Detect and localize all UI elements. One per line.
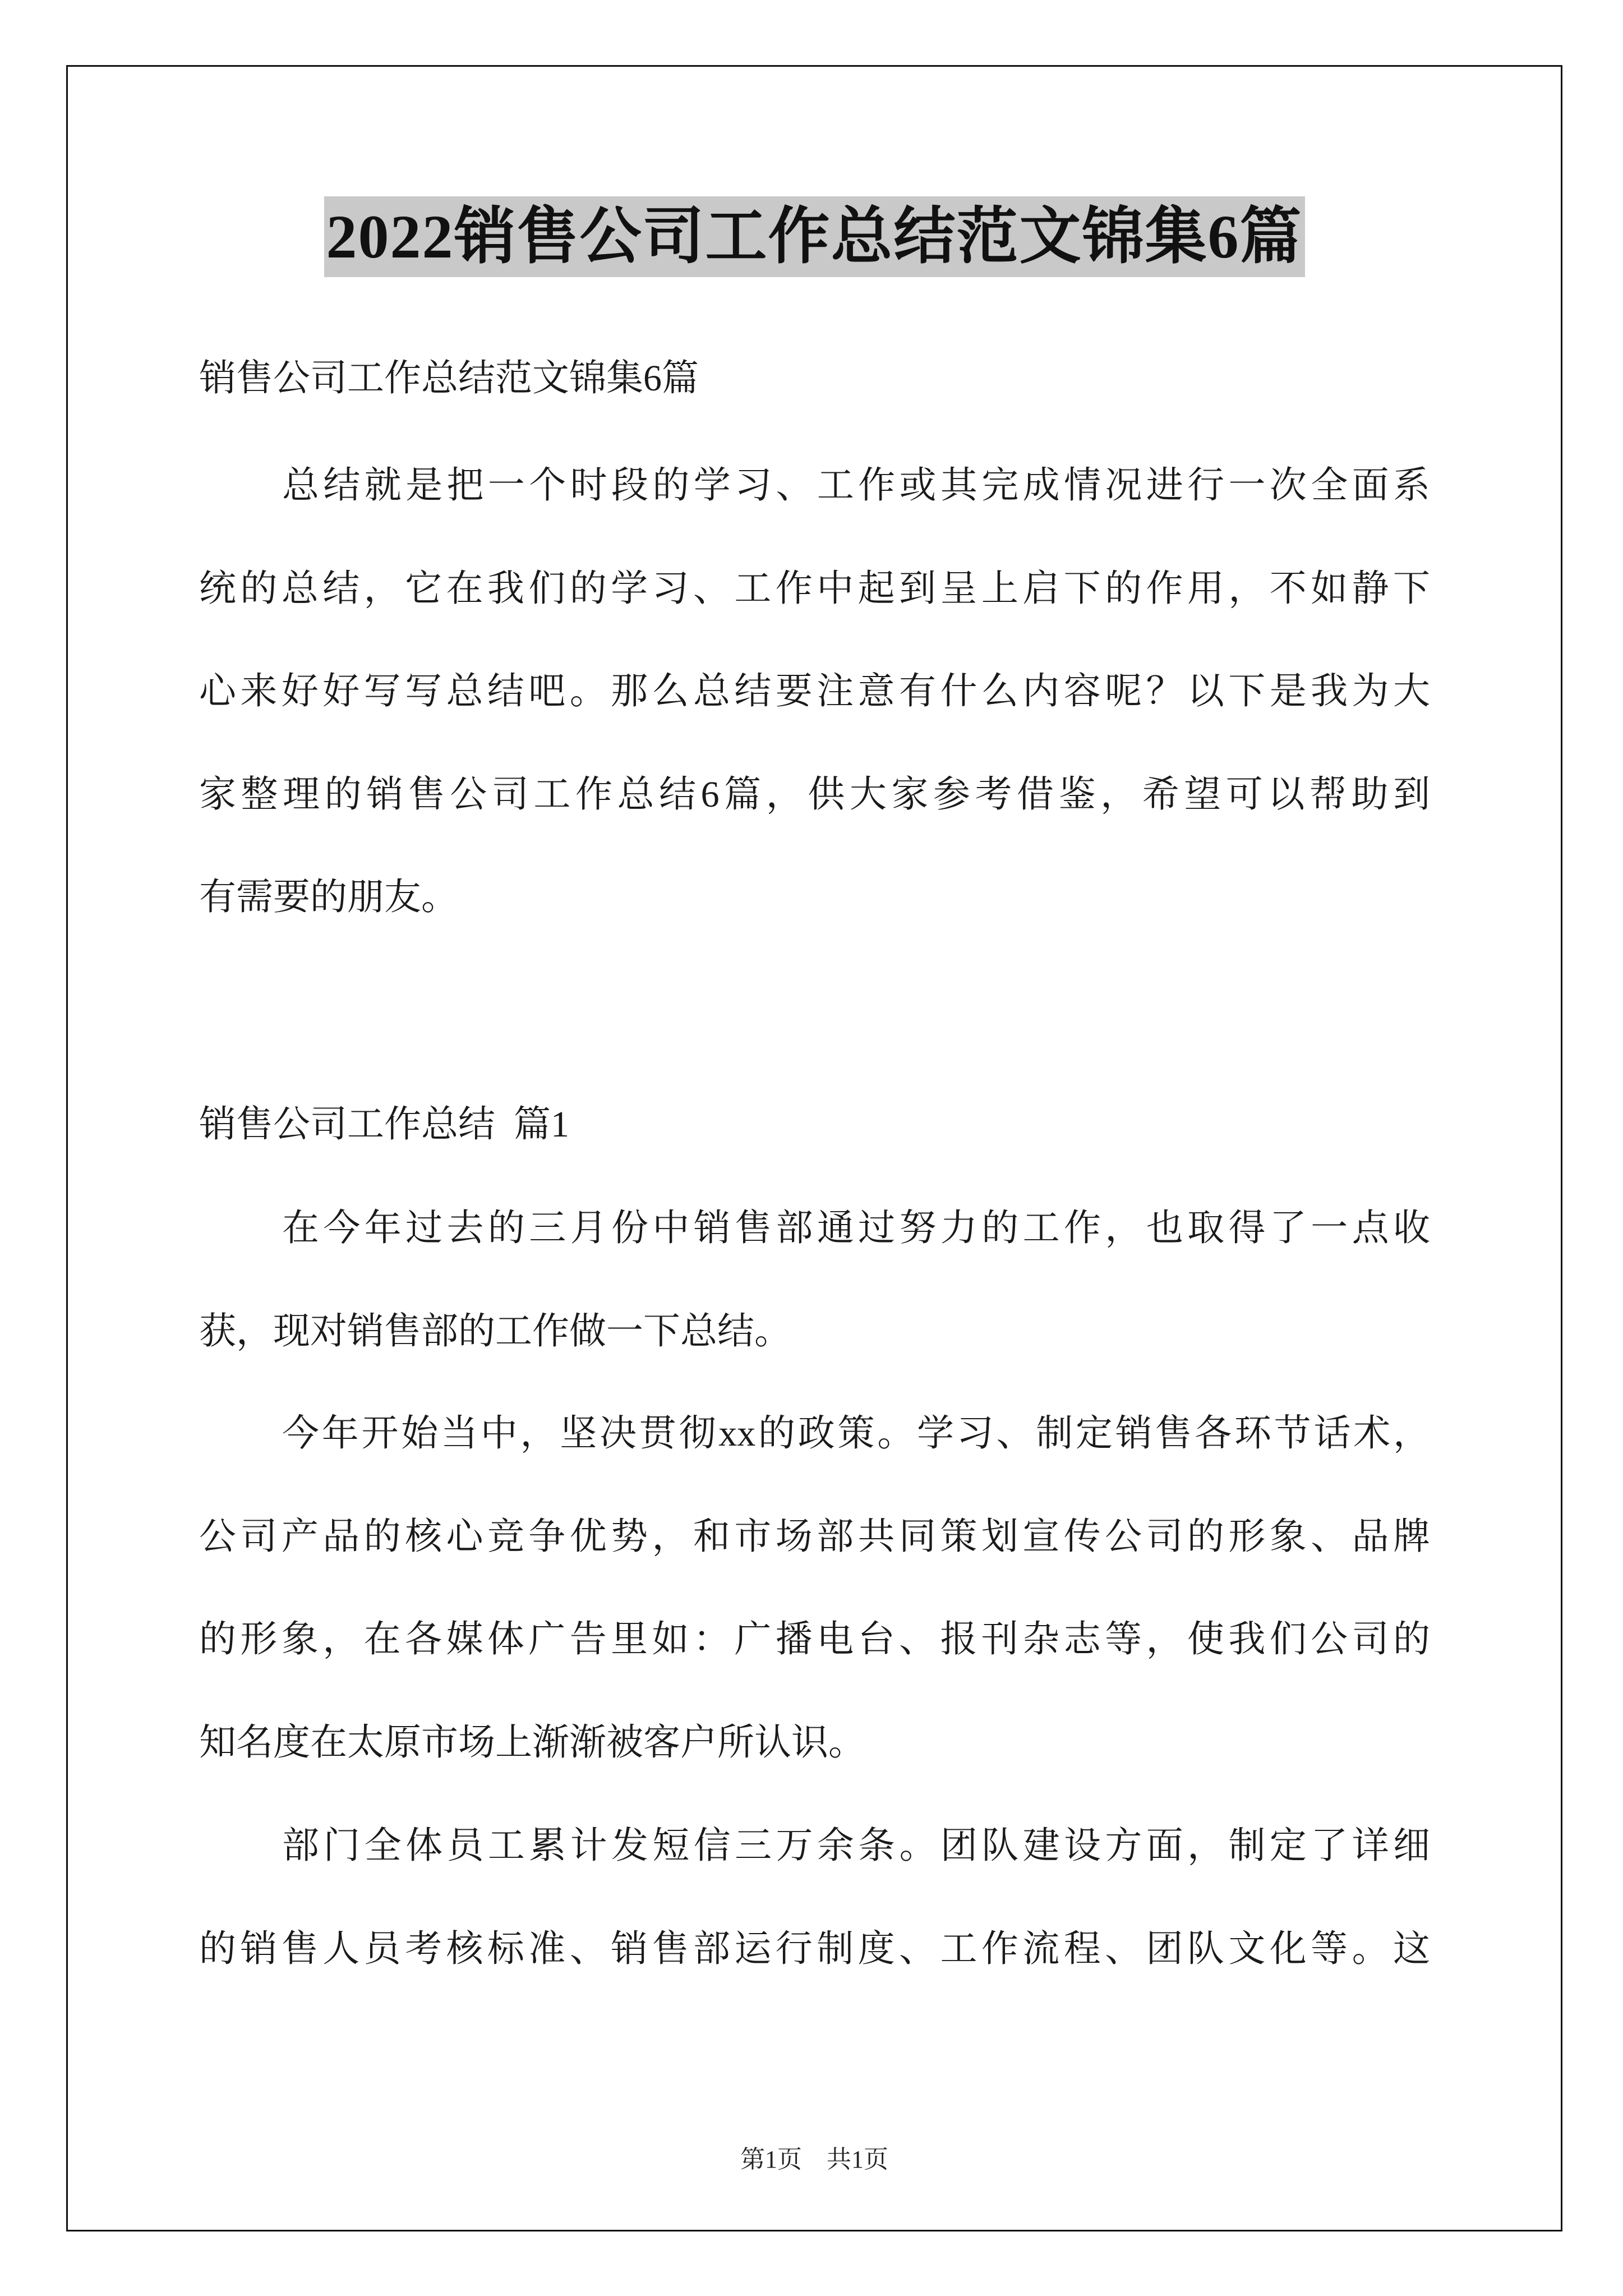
paragraph-line: 今年开始当中，坚决贯彻xx的政策。学习、制定销售各环节话术， — [282, 1413, 1430, 1454]
paragraph-line: 总结就是把一个时段的学习、工作或其完成情况进行一次全面系 — [282, 465, 1430, 506]
paragraph-line: 统的总结，它在我们的学习、工作中起到呈上启下的作用，不如静下 — [199, 568, 1430, 609]
intro-paragraph — [199, 461, 1430, 976]
paragraph-line: 部门全体员工累计发短信三万余条。团队建设方面，制定了详细 — [282, 1825, 1430, 1866]
paragraph-line: 心来好好写写总结吧。那么总结要注意有什么内容呢？以下是我为大 — [199, 671, 1430, 712]
paragraph-line: 获，现对销售部的工作做一下总结。 — [199, 1310, 791, 1352]
paragraph-line: 知名度在太原市场上渐渐被客户所认识。 — [199, 1722, 865, 1763]
document-subtitle: 销售公司工作总结范文锦集6篇 — [199, 358, 699, 399]
paragraph-line: 家整理的销售公司工作总结6篇，供大家参考借鉴，希望可以帮助到 — [199, 774, 1430, 815]
paragraph-line: 的形象，在各媒体广告里如：广播电台、报刊杂志等，使我们公司的 — [199, 1619, 1430, 1660]
paragraph-line: 有需要的朋友。 — [199, 877, 458, 918]
section-paragraph — [199, 1821, 1430, 2027]
section-heading: 销售公司工作总结 篇1 — [199, 1104, 569, 1145]
section-paragraph — [199, 1409, 1430, 1820]
document-title: 2022销售公司工作总结范文锦集6篇 — [324, 196, 1305, 277]
section-paragraph — [199, 1203, 1430, 1409]
paragraph-line: 的销售人员考核标准、销售部运行制度、工作流程、团队文化等。这 — [199, 1928, 1430, 1970]
title-block — [66, 196, 1562, 277]
paragraph-line: 在今年过去的三月份中销售部通过努力的工作，也取得了一点收 — [282, 1208, 1430, 1249]
paragraph-line: 公司产品的核心竞争优势，和市场部共同策划宣传公司的形象、品牌 — [199, 1516, 1430, 1557]
page-footer: 第1页 共1页 — [740, 2146, 888, 2173]
